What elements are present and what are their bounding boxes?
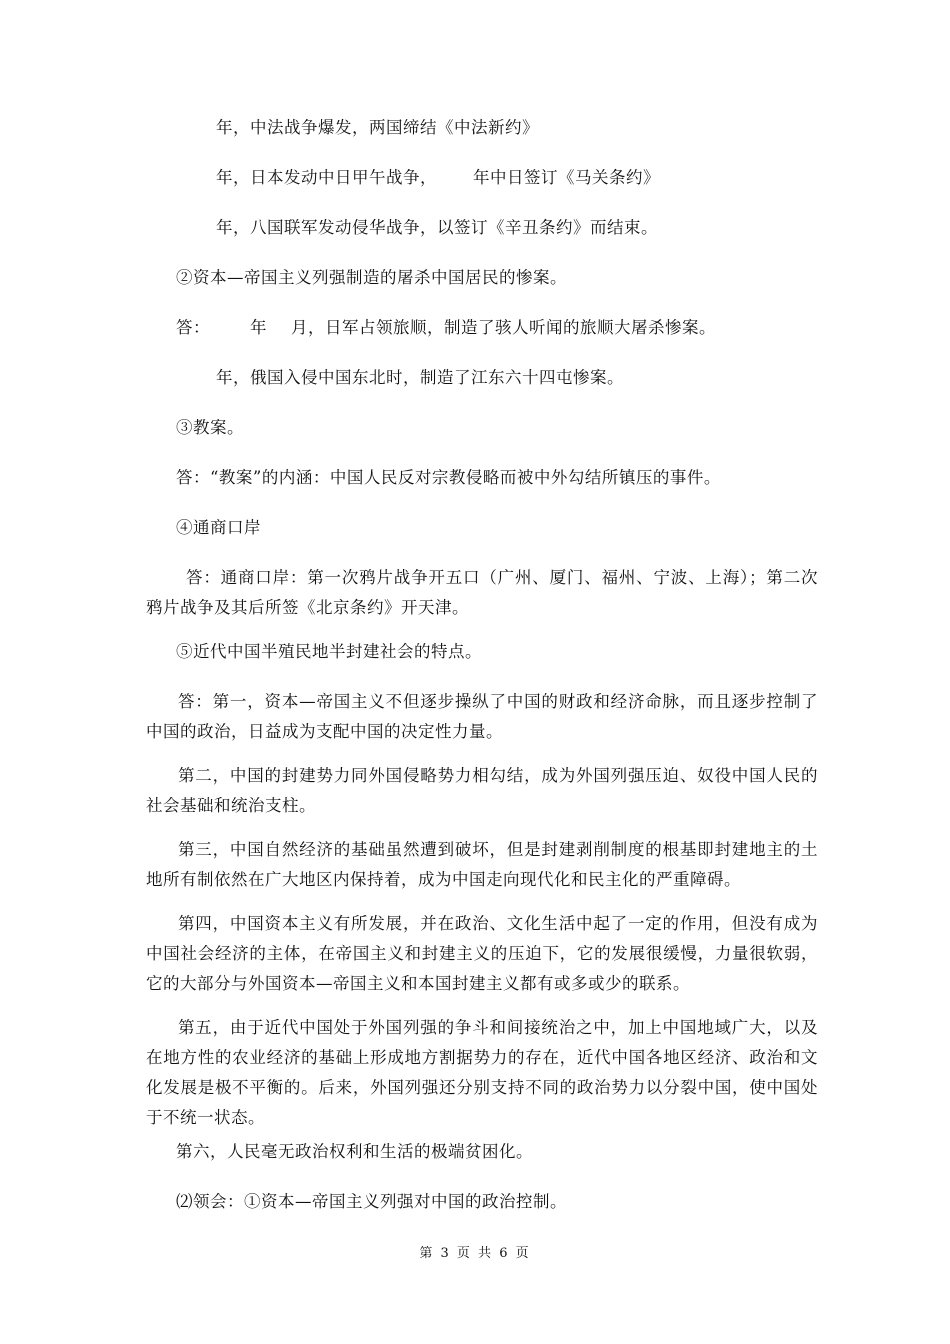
line-sino-french-war: 年，中法战争爆发，两国缔结《中法新约》 [216,118,539,137]
paragraph-second-feature: 第二，中国的封建势力同外国侵略势力相勾结，成为外国列强压迫、奴役中国人民的社会基础和统治支柱。 [146,766,818,815]
paragraph-third-feature: 第三，中国自然经济的基础虽然遭到破坏，但是封建剥削制度的根基即封建地主的土地所有制依然在广大地区内保持着，成为中国走向现代化和民主化的严重障碍。 [146,840,818,889]
year-blank-label: 年 [250,318,267,337]
page-footer: 第 3 页 共 6 页 [419,1246,531,1261]
line-lushun-massacre [176,313,716,343]
heading-semi-colonial-features: ⑤近代中国半殖民地半封建社会的特点。 [176,642,482,661]
month-text: 月，日军占领旅顺，制造了骇人听闻的旅顺大屠杀惨案。 [291,318,716,337]
paragraph-fifth-feature: 第五，由于近代中国处于外国列强的争斗和间接统治之中，加上中国地域广大，以及在地方性的农业经济的基础上形成地方割据势力的存在，近代中国各地区经济、政治和文化发展是极不平衡的。后来，外国列强还分别支持不同的政治势力以分裂中国，使中国处于不统一状态。 [146,1018,818,1127]
answer-label: 答： [176,318,210,337]
line-sino-japanese-war-part2: 年中日签订《马关条约》 [473,168,660,187]
paragraph-fourth-feature: 第四，中国资本主义有所发展，并在政治、文化生活中起了一定的作用，但没有成为中国社会经济的主体，在帝国主义和封建主义的压迫下，它的发展很缓慢，力量很软弱，它的大部分与外国资本—帝国主义和本国封建主义都有或多或少的联系。 [146,914,818,993]
line-jiangdong-massacre: 年，俄国入侵中国东北时，制造了江东六十四屯惨案。 [216,368,624,387]
heading-jiaoan: ③教案。 [176,418,244,437]
heading-treaty-ports: ④通商口岸 [176,518,261,537]
answer-treaty-ports: 答：通商口岸：第一次鸦片战争开五口（广州、厦门、福州、宁波、上海）；第二次鸦片战争及其后所签《北京条约》开天津。 [146,568,818,617]
paragraph-first-feature: 答：第一，资本—帝国主义不但逐步操纵了中国的财政和经济命脉，而且逐步控制了中国的政治，日益成为支配中国的决定性力量。 [146,692,818,741]
heading-massacres: ②资本—帝国主义列强制造的屠杀中国居民的惨案。 [176,268,567,287]
heading-understanding: ⑵领会：①资本—帝国主义列强对中国的政治控制。 [176,1192,567,1211]
line-sino-japanese-war-part1: 年，日本发动中日甲午战争， [216,168,437,187]
line-sino-japanese-war [216,163,660,193]
answer-jiaoan: 答：“教案”的内涵：中国人民反对宗教侵略而被中外勾结所镇压的事件。 [176,468,721,487]
line-eight-nation-alliance: 年，八国联军发动侵华战争，以签订《辛丑条约》而结束。 [216,218,658,237]
paragraph-sixth-feature: 第六，人民毫无政治权利和生活的极端贫困化。 [176,1142,533,1161]
